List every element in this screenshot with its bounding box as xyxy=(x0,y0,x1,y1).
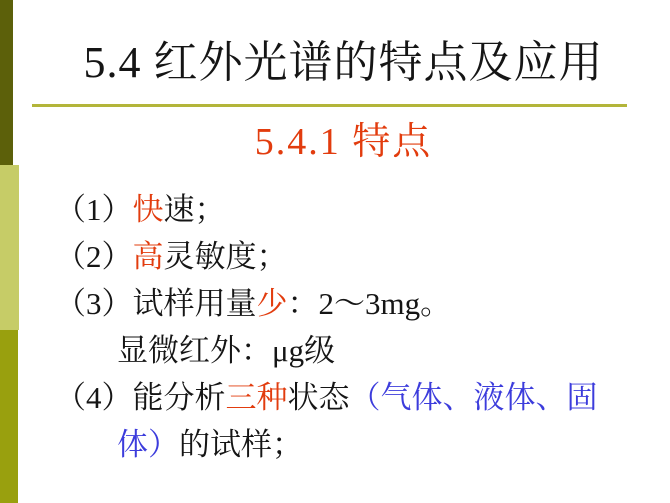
text-segment-ink: 灵敏度； xyxy=(163,239,288,274)
text-segment-ink: 速； xyxy=(163,192,226,227)
text-segment-accent: 少 xyxy=(256,286,288,321)
text-segment-ink: 的试样； xyxy=(179,427,303,462)
bullet-line xyxy=(55,421,598,468)
title-underline xyxy=(32,104,627,107)
slide-title: 5.4 红外光谱的特点及应用 xyxy=(83,38,604,87)
text-segment-accent: 三种 xyxy=(225,380,288,415)
text-segment-blue: （气体、液体、固 xyxy=(349,380,598,415)
text-segment-blue: 体） xyxy=(117,427,179,462)
bullet-list xyxy=(55,186,598,468)
text-segment-ink: （2） xyxy=(55,239,133,274)
bullet-line xyxy=(55,374,598,421)
text-segment-ink: ：2～3mg。 xyxy=(287,286,452,321)
sidebar-band-dark-olive xyxy=(0,0,13,165)
bullet-line xyxy=(55,280,598,327)
text-segment-accent: 快 xyxy=(132,192,164,227)
bullet-line xyxy=(55,233,598,280)
sidebar-band-olive xyxy=(0,330,18,503)
bullet-line xyxy=(55,186,598,233)
text-segment-ink: （4）能分析 xyxy=(55,380,226,415)
text-segment-accent: 高 xyxy=(132,239,164,274)
text-segment-ink: （1） xyxy=(55,192,133,227)
section-subtitle: 5.4.1 特点 xyxy=(254,121,433,163)
slide-content xyxy=(17,0,670,503)
text-segment-ink: 状态 xyxy=(287,380,350,415)
text-segment-ink: （3）试样用量 xyxy=(55,286,257,321)
bullet-line xyxy=(55,327,598,374)
text-segment-ink: 显微红外：μg级 xyxy=(117,333,336,368)
